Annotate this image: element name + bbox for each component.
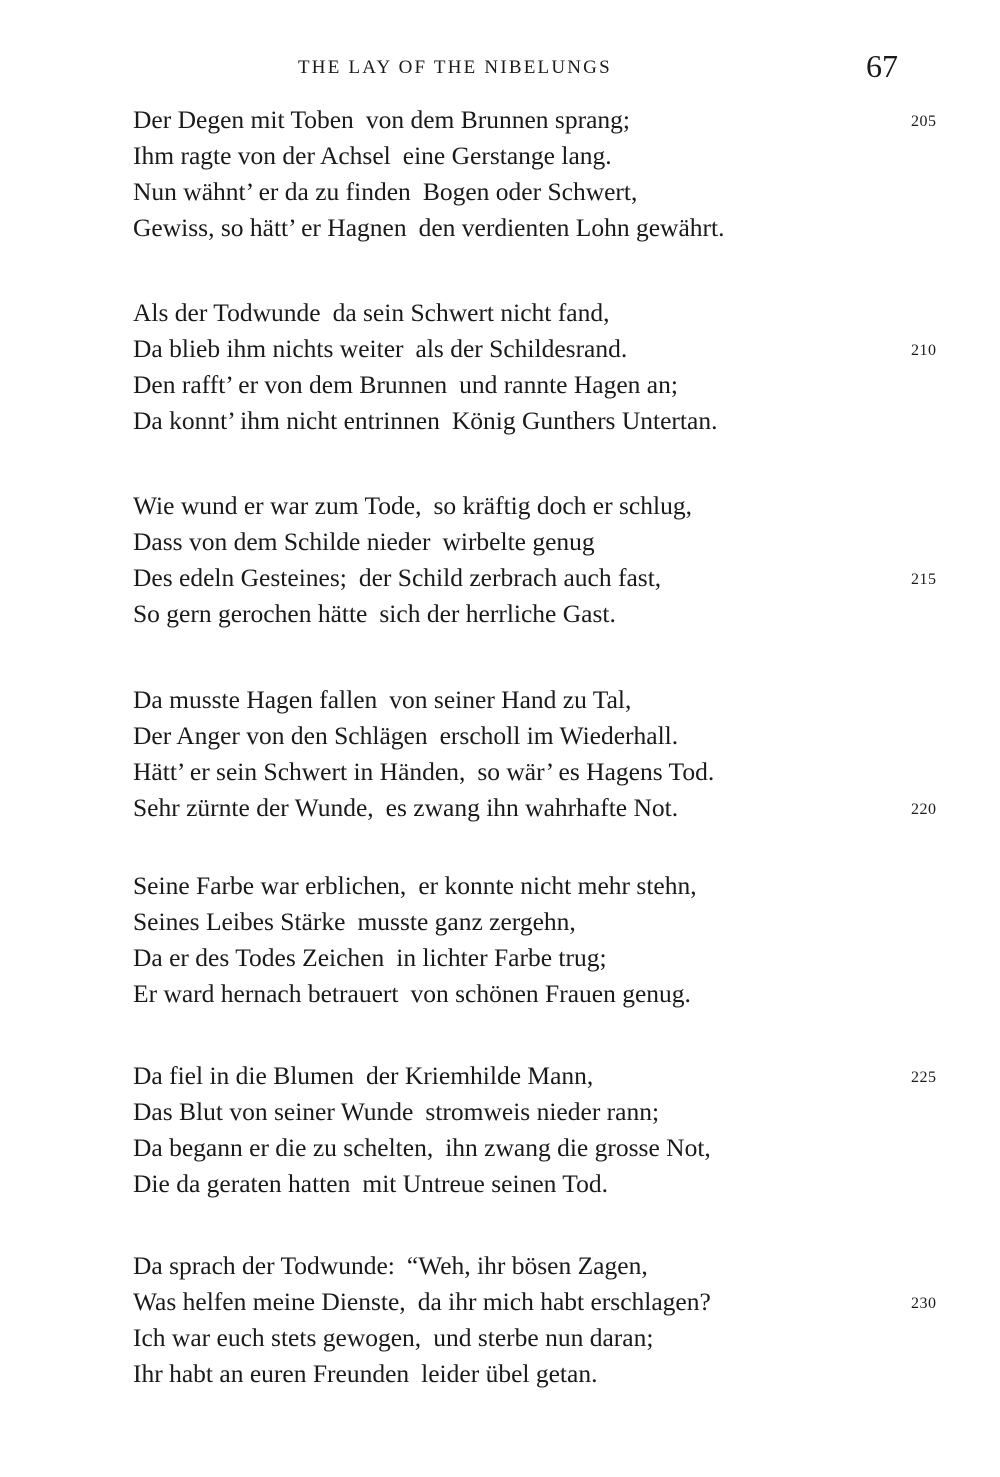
second-half-line: er konnte nicht mehr stehn, xyxy=(418,871,697,900)
second-half-line: leider übel getan. xyxy=(421,1359,598,1388)
first-half-line: Die da geraten hatten xyxy=(133,1169,351,1198)
second-half-line: so wär’ es Hagens Tod. xyxy=(477,757,715,786)
second-half-line: in lichter Farbe trug; xyxy=(396,943,607,972)
first-half-line: Das Blut von seiner Wunde xyxy=(133,1097,414,1126)
first-half-line: Dass von dem Schilde nieder xyxy=(133,527,431,556)
first-half-line: Nun wähnt’ er da zu finden xyxy=(133,177,411,206)
second-half-line: erscholl im Wiederhall. xyxy=(439,721,679,750)
first-half-line: Der Anger von den Schlägen xyxy=(133,721,428,750)
first-half-line: Gewiss, so hätt’ er Hagnen xyxy=(133,213,407,242)
verse-line xyxy=(133,1248,953,1284)
first-half-line: Den rafft’ er von dem Brunnen xyxy=(133,370,448,399)
second-half-line: mit Untreue seinen Tod. xyxy=(362,1169,608,1198)
verse-line xyxy=(133,596,953,632)
second-half-line: als der Schildesrand. xyxy=(415,334,628,363)
first-half-line: Da blieb ihm nichts weiter xyxy=(133,334,404,363)
first-half-line: Hätt’ er sein Schwert in Händen, xyxy=(133,757,466,786)
second-half-line: da ihr mich habt erschlagen? xyxy=(417,1287,711,1316)
verse-line xyxy=(133,367,953,403)
verse-line xyxy=(133,488,953,524)
verse-line xyxy=(133,1130,953,1166)
first-half-line: Seines Leibes Stärke xyxy=(133,907,346,936)
second-half-line: König Gunthers Untertan. xyxy=(451,406,718,435)
second-half-line: der Kriemhilde Mann, xyxy=(365,1061,594,1090)
verse-line xyxy=(133,102,953,138)
verse-line xyxy=(133,1094,953,1130)
verse-line xyxy=(133,940,953,976)
second-half-line: eine Gerstange lang. xyxy=(402,141,612,170)
first-half-line: Ihr habt an euren Freunden xyxy=(133,1359,410,1388)
first-half-line: Ihm ragte von der Achsel xyxy=(133,141,391,170)
verse-line xyxy=(133,138,953,174)
first-half-line: Wie wund er war zum Tode, xyxy=(133,491,422,520)
stanza xyxy=(133,1058,953,1202)
stanza xyxy=(133,1248,953,1392)
second-half-line: von seiner Hand zu Tal, xyxy=(389,685,632,714)
line-number: 220 xyxy=(911,801,937,818)
first-half-line: Da sprach der Todwunde: xyxy=(133,1251,395,1280)
line-number: 215 xyxy=(911,571,937,588)
second-half-line: so kräftig doch er schlug, xyxy=(433,491,692,520)
second-half-line: Bogen oder Schwert, xyxy=(422,177,638,206)
second-half-line: da sein Schwert nicht fand, xyxy=(332,298,610,327)
first-half-line: Sehr zürnte der Wunde, xyxy=(133,793,374,822)
first-half-line: Des edeln Gesteines; xyxy=(133,563,347,592)
verse-line xyxy=(133,210,953,246)
verse-line xyxy=(133,331,953,367)
verse-line xyxy=(133,403,953,439)
second-half-line: stromweis nieder rann; xyxy=(425,1097,660,1126)
line-number: 230 xyxy=(911,1295,937,1312)
stanza xyxy=(133,295,953,439)
first-half-line: Er ward hernach betrauert xyxy=(133,979,399,1008)
second-half-line: musste ganz zergehn, xyxy=(357,907,576,936)
stanza xyxy=(133,682,953,826)
verse-line xyxy=(133,976,953,1012)
first-half-line: Da konnt’ ihm nicht entrinnen xyxy=(133,406,440,435)
second-half-line: “Weh, ihr bösen Zagen, xyxy=(406,1251,648,1280)
verse-line xyxy=(133,524,953,560)
stanza xyxy=(133,868,953,1012)
verse-line xyxy=(133,1058,953,1094)
stanza xyxy=(133,102,953,246)
verse-line xyxy=(133,682,953,718)
verse-line xyxy=(133,1356,953,1392)
first-half-line: Der Degen mit Toben xyxy=(133,105,354,134)
second-half-line: den verdienten Lohn gewährt. xyxy=(418,213,725,242)
first-half-line: Als der Todwunde xyxy=(133,298,321,327)
line-number: 225 xyxy=(911,1069,937,1086)
first-half-line: Seine Farbe war erblichen, xyxy=(133,871,407,900)
stanza xyxy=(133,488,953,632)
running-head: THE LAY OF THE NIBELUNGS xyxy=(298,57,612,78)
second-half-line: wirbelte genug xyxy=(442,527,595,556)
verse-line xyxy=(133,174,953,210)
second-half-line: ihn zwang die grosse Not, xyxy=(445,1133,711,1162)
verse-line xyxy=(133,1166,953,1202)
verse-line xyxy=(133,754,953,790)
verse-line xyxy=(133,1320,953,1356)
first-half-line: Da er des Todes Zeichen xyxy=(133,943,385,972)
second-half-line: es zwang ihn wahrhafte Not. xyxy=(385,793,679,822)
verse-line xyxy=(133,790,953,826)
line-number: 210 xyxy=(911,342,937,359)
verse-line xyxy=(133,868,953,904)
second-half-line: und sterbe nun daran; xyxy=(433,1323,654,1352)
first-half-line: Ich war euch stets gewogen, xyxy=(133,1323,422,1352)
second-half-line: und rannte Hagen an; xyxy=(459,370,678,399)
verse-line xyxy=(133,560,953,596)
verse-line xyxy=(133,718,953,754)
first-half-line: Da musste Hagen fallen xyxy=(133,685,378,714)
first-half-line: Da fiel in die Blumen xyxy=(133,1061,354,1090)
verse-line xyxy=(133,904,953,940)
first-half-line: Da begann er die zu schelten, xyxy=(133,1133,434,1162)
second-half-line: von schönen Frauen genug. xyxy=(410,979,691,1008)
line-number: 205 xyxy=(911,113,937,130)
second-half-line: von dem Brunnen sprang; xyxy=(365,105,630,134)
verse-line xyxy=(133,295,953,331)
second-half-line: der Schild zerbrach auch fast, xyxy=(358,563,662,592)
first-half-line: Was helfen meine Dienste, xyxy=(133,1287,406,1316)
second-half-line: sich der herrliche Gast. xyxy=(379,599,616,628)
verse-line xyxy=(133,1284,953,1320)
page-number: 67 xyxy=(866,48,898,84)
first-half-line: So gern gerochen hätte xyxy=(133,599,368,628)
